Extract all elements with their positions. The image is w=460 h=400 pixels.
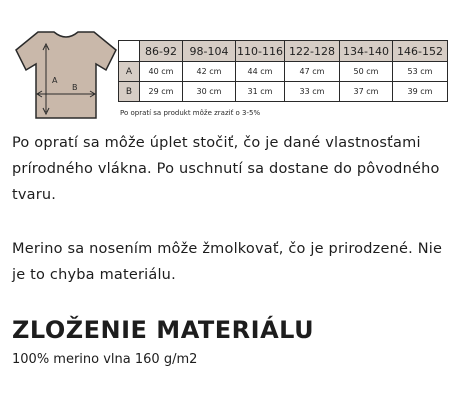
shrinkage-note: Po opratí sa produkt môže zraziť o 3-5% (120, 109, 261, 117)
tshirt-shape (16, 32, 116, 118)
size-col-header: 122-128 (285, 41, 340, 62)
size-table (118, 40, 448, 102)
table-cell: 30 cm (183, 82, 236, 102)
row-label: A (119, 62, 140, 82)
size-col-header: 110-116 (236, 41, 285, 62)
table-cell: 33 cm (285, 82, 340, 102)
table-cell: 40 cm (140, 62, 183, 82)
table-cell: 31 cm (236, 82, 285, 102)
care-paragraph: Po opratí sa môže úplet stočiť, čo je dané vlastnosťami prírodného vlákna. Po uschnutí sa dostane do pôvodného tvaru. (12, 135, 440, 203)
size-col-header: 134-140 (340, 41, 393, 62)
table-cell: 44 cm (236, 62, 285, 82)
table-row-b (119, 82, 448, 102)
measure-b-label: B (72, 83, 78, 92)
size-col-header: 98-104 (183, 41, 236, 62)
table-cell: 47 cm (285, 62, 340, 82)
size-col-header: 146-152 (393, 41, 448, 62)
table-cell: 53 cm (393, 62, 448, 82)
tshirt-diagram (14, 28, 118, 120)
material-composition: 100% merino vlna 160 g/m2 (12, 352, 198, 367)
table-cell: 39 cm (393, 82, 448, 102)
table-cell: 42 cm (183, 62, 236, 82)
table-cell: 29 cm (140, 82, 183, 102)
size-header-row (119, 41, 448, 62)
material-heading: ZLOŽENIE MATERIÁLU (12, 316, 315, 344)
row-label: B (119, 82, 140, 102)
pilling-paragraph: Merino sa nosením môže žmolkovať, čo je prirodzené. Nie je to chyba materiálu. (12, 241, 443, 283)
measure-a-label: A (52, 76, 58, 85)
table-cell: 37 cm (340, 82, 393, 102)
size-col-header: 86-92 (140, 41, 183, 62)
table-cell: 50 cm (340, 62, 393, 82)
table-row-a (119, 62, 448, 82)
table-corner (119, 41, 140, 62)
